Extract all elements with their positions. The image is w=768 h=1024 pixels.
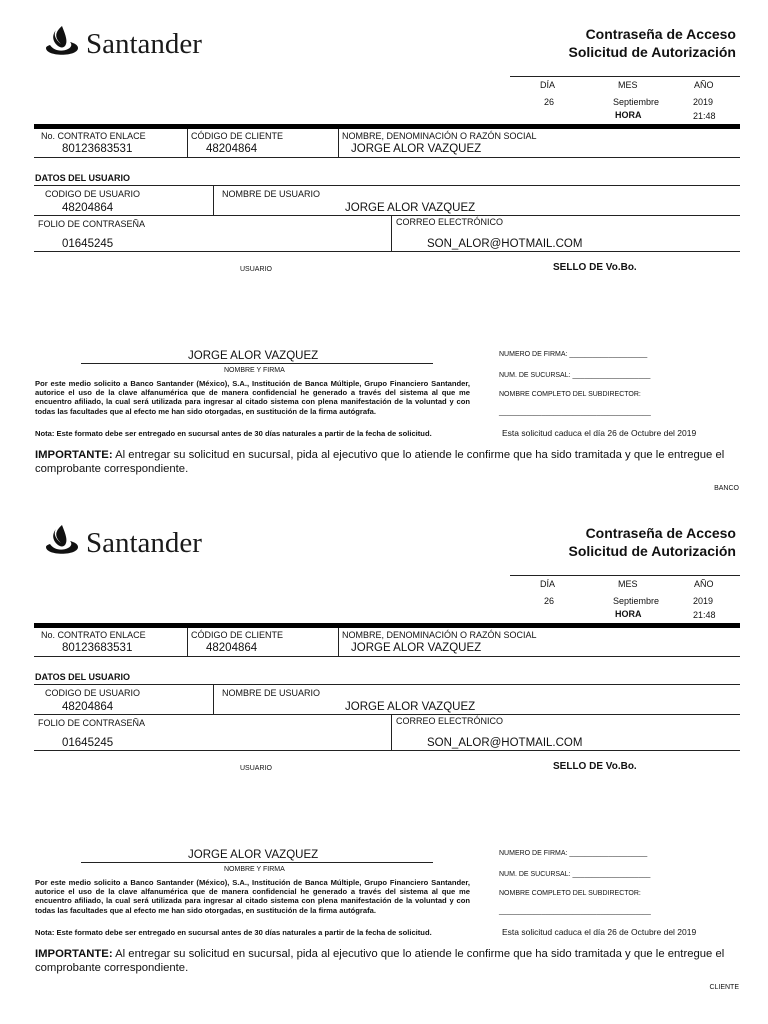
- cliente-label: CÓDIGO DE CLIENTE: [191, 630, 284, 640]
- date-top-rule: [510, 76, 740, 77]
- caduca-text: Esta solicitud caduca el día 26 de Octubre del 2019: [502, 927, 697, 937]
- legal-text: Por este medio solicito a Banco Santander (México), S.A., Institución de Banca Múltiple, Grupo Financiero Santander, autorice el uso de la clave alfanumérica que de manera confidencial he generado a través del sistema al que me encuentro afiliado, la cual será utilizada para ingresar al citado sistema con plena manifestación de la voluntad y con todas las facultades que al efecto me han sido otorgadas, en sustitución de la firma autógrafa.: [35, 379, 470, 416]
- contrato-label: No. CONTRATO ENLACE: [41, 131, 146, 141]
- codigo-usuario-label: CODIGO DE USUARIO: [45, 189, 141, 199]
- form-title: Contraseña de Acceso: [585, 26, 736, 42]
- numero-firma-field: NUMERO DE FIRMA: ____________________: [499, 351, 648, 358]
- anio-label: AÑO: [694, 80, 714, 90]
- contrato-value: 80123683531: [62, 642, 133, 654]
- razon-social-value: JORGE ALOR VAZQUEZ: [351, 143, 482, 155]
- correo-label: CORREO ELECTRÓNICO: [396, 716, 504, 726]
- correo-value: SON_ALOR@HOTMAIL.COM: [427, 737, 583, 749]
- anio-value: 2019: [693, 97, 714, 107]
- hora-label: HORA: [615, 609, 642, 619]
- dia-label: DÍA: [540, 80, 556, 90]
- santander-flame-icon: [44, 523, 80, 561]
- dia-label: DÍA: [540, 579, 556, 589]
- nota-text: Nota: Este formato debe ser entregado en sucursal antes de 30 días naturales a partir de la fecha de solicitud.: [35, 928, 432, 937]
- subdirector-label: NOMBRE COMPLETO DEL SUBDIRECTOR:: [499, 890, 641, 897]
- form-title: Contraseña de Acceso: [585, 525, 736, 541]
- copy-label: CLIENTE: [709, 984, 739, 991]
- mes-label: MES: [618, 579, 638, 589]
- mes-value: Septiembre: [613, 97, 660, 107]
- user-divider-1: [213, 186, 214, 215]
- num-sucursal-field: NUM. DE SUCURSAL: ____________________: [499, 372, 651, 379]
- codigo-usuario-value: 48204864: [62, 701, 114, 713]
- contract-divider-1: [187, 628, 188, 656]
- contract-divider-2: [338, 628, 339, 656]
- cliente-value: 48204864: [206, 143, 258, 155]
- important-text: Al entregar su solicitud en sucursal, pida al ejecutivo que lo atiende le confirme que ha sido tramitada y que le entregue el comprobante correspondiente.: [35, 948, 725, 974]
- nombre-usuario-value: JORGE ALOR VAZQUEZ: [345, 202, 476, 214]
- copy-label: BANCO: [714, 485, 739, 492]
- important-label: IMPORTANTE:: [35, 449, 113, 461]
- important-notice: [35, 448, 740, 476]
- usuario-label: USUARIO: [240, 266, 272, 273]
- num-sucursal-field: NUM. DE SUCURSAL: ____________________: [499, 871, 651, 878]
- numero-firma-field: NUMERO DE FIRMA: ____________________: [499, 850, 648, 857]
- subdirector-line: _______________________________________: [499, 908, 651, 915]
- contract-bottom-rule: [34, 157, 740, 158]
- dia-value: 26: [544, 596, 555, 606]
- contrato-value: 80123683531: [62, 143, 133, 155]
- brand-name: Santander: [86, 527, 202, 559]
- user-mid-rule: [34, 714, 740, 715]
- form-copy-cliente: [0, 499, 768, 1011]
- usuario-label: USUARIO: [240, 765, 272, 772]
- codigo-usuario-value: 48204864: [62, 202, 114, 214]
- subdirector-line: _______________________________________: [499, 409, 651, 416]
- nombre-usuario-label: NOMBRE DE USUARIO: [222, 189, 321, 199]
- mes-value: Septiembre: [613, 596, 660, 606]
- contract-divider-2: [338, 129, 339, 157]
- signature-line: [81, 363, 433, 364]
- mes-label: MES: [618, 80, 638, 90]
- razon-social-label: NOMBRE, DENOMINACIÓN O RAZÓN SOCIAL: [342, 630, 537, 640]
- correo-label: CORREO ELECTRÓNICO: [396, 217, 504, 227]
- header-thick-rule: [34, 124, 740, 129]
- sello-label: SELLO DE Vo.Bo.: [553, 262, 637, 273]
- contract-divider-1: [187, 129, 188, 157]
- user-bottom-rule: [34, 251, 740, 252]
- user-divider-1: [213, 685, 214, 714]
- nombre-firma-label: NOMBRE Y FIRMA: [224, 367, 285, 374]
- user-top-rule: [34, 185, 740, 186]
- caduca-text: Esta solicitud caduca el día 26 de Octubre del 2019: [502, 428, 697, 438]
- santander-flame-icon: [44, 24, 80, 62]
- anio-value: 2019: [693, 596, 714, 606]
- dia-value: 26: [544, 97, 555, 107]
- brand-name: Santander: [86, 28, 202, 60]
- cliente-label: CÓDIGO DE CLIENTE: [191, 131, 284, 141]
- nombre-firma-label: NOMBRE Y FIRMA: [224, 866, 285, 873]
- folio-value: 01645245: [62, 238, 114, 250]
- contrato-label: No. CONTRATO ENLACE: [41, 630, 146, 640]
- anio-label: AÑO: [694, 579, 714, 589]
- cliente-value: 48204864: [206, 642, 258, 654]
- folio-value: 01645245: [62, 737, 114, 749]
- correo-value: SON_ALOR@HOTMAIL.COM: [427, 238, 583, 250]
- hora-value: 21:48: [693, 111, 716, 121]
- nombre-usuario-value: JORGE ALOR VAZQUEZ: [345, 701, 476, 713]
- razon-social-value: JORGE ALOR VAZQUEZ: [351, 642, 482, 654]
- codigo-usuario-label: CODIGO DE USUARIO: [45, 688, 141, 698]
- user-top-rule: [34, 684, 740, 685]
- signer-name: JORGE ALOR VAZQUEZ: [188, 350, 319, 362]
- form-subtitle: Solicitud de Autorización: [568, 543, 736, 559]
- user-bottom-rule: [34, 750, 740, 751]
- razon-social-label: NOMBRE, DENOMINACIÓN O RAZÓN SOCIAL: [342, 131, 537, 141]
- important-notice: [35, 947, 740, 975]
- signature-line: [81, 862, 433, 863]
- sello-label: SELLO DE Vo.Bo.: [553, 761, 637, 772]
- header-thick-rule: [34, 623, 740, 628]
- section-title-usuario: DATOS DEL USUARIO: [35, 672, 131, 682]
- important-text: Al entregar su solicitud en sucursal, pida al ejecutivo que lo atiende le confirme que ha sido tramitada y que le entregue el comprobante correspondiente.: [35, 449, 725, 475]
- signer-name: JORGE ALOR VAZQUEZ: [188, 849, 319, 861]
- nota-text: Nota: Este formato debe ser entregado en sucursal antes de 30 días naturales a partir de la fecha de solicitud.: [35, 429, 432, 438]
- legal-text: Por este medio solicito a Banco Santander (México), S.A., Institución de Banca Múltiple, Grupo Financiero Santander, autorice el uso de la clave alfanumérica que de manera confidencial he generado a través del sistema al que me encuentro afiliado, la cual será utilizada para ingresar al citado sistema con plena manifestación de la voluntad y con todas las facultades que al efecto me han sido otorgadas, en sustitución de la firma autógrafa.: [35, 878, 470, 915]
- folio-label: FOLIO DE CONTRASEÑA: [38, 718, 146, 728]
- subdirector-label: NOMBRE COMPLETO DEL SUBDIRECTOR:: [499, 391, 641, 398]
- contract-bottom-rule: [34, 656, 740, 657]
- hora-label: HORA: [615, 110, 642, 120]
- user-divider-2: [391, 215, 392, 251]
- user-divider-2: [391, 714, 392, 750]
- hora-value: 21:48: [693, 610, 716, 620]
- important-label: IMPORTANTE:: [35, 948, 113, 960]
- form-subtitle: Solicitud de Autorización: [568, 44, 736, 60]
- date-top-rule: [510, 575, 740, 576]
- section-title-usuario: DATOS DEL USUARIO: [35, 173, 131, 183]
- user-mid-rule: [34, 215, 740, 216]
- folio-label: FOLIO DE CONTRASEÑA: [38, 219, 146, 229]
- nombre-usuario-label: NOMBRE DE USUARIO: [222, 688, 321, 698]
